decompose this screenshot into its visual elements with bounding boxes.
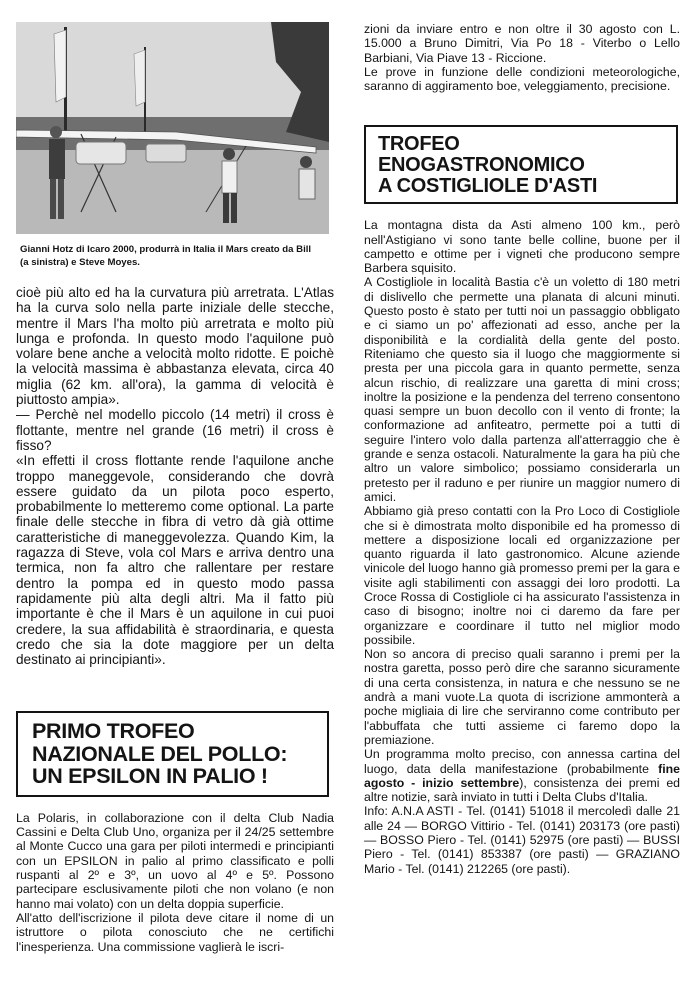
paragraph: Non so ancora di preciso quali saranno i premi per la nostra garetta, posso però dire che saranno sicuramente di una certa consistenza, in natura e che nessuno se ne andrà a mani vuote.La quota di iscrizione ammonterà a poche migliaia di lire che serviranno come contributo per l'abbuffata che tutti assieme ci faremo dopo la premiazione. [364,647,680,747]
article-continuation [16,285,334,667]
hang-glider-photo [16,22,329,234]
headline-line: NAZIONALE DEL POLLO: [32,741,288,766]
headline-line: UN EPSILON IN PALIO ! [32,763,268,788]
program-paragraph [364,747,680,804]
headline-line: ENOGASTRONOMICO [378,154,585,177]
paragraph: La montagna dista da Asti almeno 100 km., però nell'Astigiano vi sono tante belle colline, buone per il campetto e ottime per i vigneti che producono sempre Barbera squisito. [364,218,680,276]
paragraph: «In effetti il cross flottante rende l'aquilone anche troppo maneggevole, considerando che dovrà essere guidato da un pilota poco esperto, probabilmente lo metteremo come optional. La parte finale delle stecche in fibra di vetro dà già ottime caratteristiche di maneggevolezza. Quando Kim, la ragazza di Steve, vola col Mars e arriva dentro una termica, non fa altro che rallentare per restare dentro la pompa ed in questo modo passa rapidamente più alta degli altri. Ma il fatto più importante è che il Mars è un aquilone in cui puoi credere, la sua affidabilità è straordinaria, e questa credo che sia la dote maggiore per un delta destinato ai principianti». [16,453,334,668]
paragraph: cioè più alto ed ha la curvatura più arretrata. L'Atlas ha la curva solo nella parte iniziale delle stecche, mentre il Mars l'ha molto più arretrata e molto più lunga e profonda. In questo modo l'aquilone può volare bene anche a velocità molto ridotte. E poichè la velocità massima è abbastanza elevata, circa 40 miglia (62 km. all'ora), la gamma di velocità è piuttosto ampia». [16,285,334,408]
pollo-article [16,811,334,954]
headline-line: TROFEO [378,133,460,156]
paragraph: Abbiamo già preso contatti con la Pro Loco di Costigliole che si è dimostrata molto disponibile ed ha promesso di mettere a disposizione locali ed organizzazione per quanto riguarda il lato gastronomico. Alcune aziende vinicole del luogo hanno già promesso premi per la gara e visite agli stabilimenti con assaggi dei loro prodotti. La Croce Rossa di Costigliole ci ha assicurato l'assistenza in caso di bisogno; inoltre noi ci daremo da fare per organizzare e coordinare il tutto nel miglior modo possibile. [364,504,680,647]
program-text: Un programma molto preciso, con annessa cartina del luogo, data della manifestazione (probabilmente [364,747,680,776]
paragraph: Le prove in funzione delle condizioni meteorologiche, saranno di aggiramento boe, veleggiamento, precisione. [364,64,680,94]
asti-headline-box [364,125,678,204]
paragraph: A Costigliole in località Bastia c'è un voletto di 180 metri di dislivello che permette una planata di alcuni minuti. Questo posto è stato per tutti noi un passaggio obbligato e ci siamo un po' affezionati ad esso, anche per la disponibilità e la cordialità della gente del posto. Riteniamo che questo sia il luogo che maggiormente si presta per una piccola gara in quanto permette, senza alcun rischio, di realizzare una garetta di mini cross; inoltre la posizione e la pendenza del terreno consentono quasi sempre un buon decollo con il vento di fronte; la conformazione ad anfiteatro, permette poi a tutti di seguire l'intero volo dalla partenza all'atterraggio che è grande e senza ostacoli. Naturalmente la gara ha più che altro un valore simbolico; possiamo considerarla un pretesto per il raduno e per riunire un maggior numero di amici. [364,275,680,504]
pollo-headline-box [16,711,329,796]
headline-line: A COSTIGLIOLE D'ASTI [378,174,598,197]
pollo-article-continued [364,22,680,93]
left-column [16,22,334,954]
asti-article [364,218,680,876]
photo-illustration [16,22,329,234]
program-text-end: ), consistenza dei premi ed altre notizie, sarà inviato in tutti i Delta Clubs d'Italia. [364,775,680,805]
right-column [364,22,680,876]
program-dates: fine agosto - inizio settembre [364,761,680,790]
paragraph: — Perchè nel modello piccolo (14 metri) il cross è flottante, mentre nel grande (16 metri) il cross è fisso? [16,407,334,453]
paragraph: zioni da inviare entro e non oltre il 30 agosto con L. 15.000 a Bruno Dimitri, Via Po 18 - Viterbo o Lello Barbiani, Via Piave 13 - Riccione. [364,22,680,65]
paragraph: All'atto dell'iscrizione il pilota deve citare il nome di un istruttore o pilota conosciuto che ne certifichi l'inesperienza. Una commissione vaglierà le iscri- [16,910,334,954]
paragraph: La Polaris, in collaborazione con il delta Club Nadia Cassini e Delta Club Uno, organiza per il 24/25 settembre al Monte Cucco una gara per piloti intermedi e principianti con un EPSILON in palio al primo classificato e polli ruspanti al 2º e 3º, un uovo al 4º e 5º. Possono partecipare esclusivamente piloti che non volano (e non hanno mai volato) con un delta doppia superficie. [16,810,334,911]
contact-info: Info: A.N.A ASTI - Tel. (0141) 51018 il mercoledì dalle 21 alle 24 — BORGO Vittirio - Tel. (0141) 203173 (ore pasti) — BOSSO Piero - Tel. (0141) 52975 (ore pasti) — BUSSI Piero - Tel. (0141) 853387 (ore pasti) — GRAZIANO Mario - Tel. (0141) 212265 (ore pasti). [364,804,680,876]
photo-caption: Gianni Hotz di Icaro 2000, produrrà in Italia il Mars creato da Bill (a sinistra) e Steve Moyes. [20,244,312,268]
headline-line: PRIMO TROFEO [32,719,195,744]
